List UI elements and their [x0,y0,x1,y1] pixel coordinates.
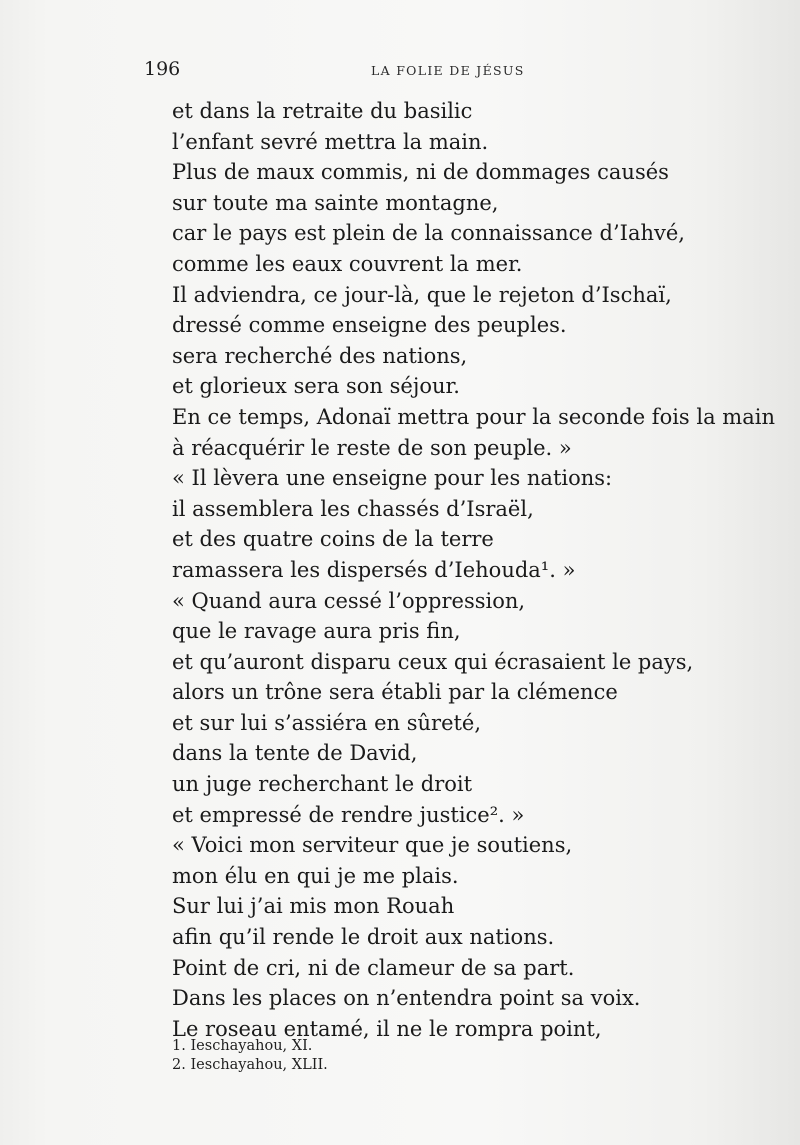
text-line: Point de cri, ni de clameur de sa part. [172,955,575,980]
footnote-2: 2. Ieschayahou, XLII. [172,1057,328,1073]
footnotes [172,1037,328,1075]
text-line: « Voici mon serviteur que je soutiens, [172,833,573,858]
text-line: et sur lui s’assiéra en sûreté, [172,710,482,735]
text-line: et qu’auront disparu ceux qui écrasaient le pays, [172,649,694,674]
running-header: LA FOLIE DE JÉSUS [371,63,525,78]
text-line: et glorieux sera son séjour. [172,374,460,399]
text-line: un juge recherchant le droit [172,772,473,797]
text-line: que le ravage aura pris fin, [172,619,461,644]
text-line: Dans les places on n’entendra point sa voix. [172,986,641,1011]
page-number: 196 [144,58,181,80]
text-line: et des quatre coins de la terre [172,527,494,552]
text-line: « Quand aura cessé l’oppression, [172,588,526,613]
text-line: Plus de maux commis, ni de dommages causés [172,160,669,185]
text-line: l’enfant sevré mettra la main. [172,129,489,154]
text-line: sera recherché des nations, [172,343,468,368]
text-line: En ce temps, Adonaï mettra pour la seconde fois la main [172,404,775,429]
text-line: Il adviendra, ce jour-là, que le rejeton d’Ischaï, [172,282,672,307]
text-line: sur toute ma sainte montagne, [172,190,499,215]
text-line: Sur lui j’ai mis mon Rouah [172,894,455,919]
text-line: et dans la retraite du basilic [172,99,473,123]
text-line: Le roseau entamé, il ne le rompra point, [172,1016,602,1041]
text-line: afin qu’il rende le droit aux nations. [172,925,555,950]
text-line: ramassera les dispersés d’Iehouda¹. » [172,557,576,582]
text-line: « Il lèvera une enseigne pour les nations: [172,466,613,491]
text-line: comme les eaux couvrent la mer. [172,251,523,276]
text-line: et empressé de rendre justice². » [172,802,525,827]
text-line: dans la tente de David, [172,741,418,766]
text-line: alors un trône sera établi par la clémence [172,680,618,705]
text-line: mon élu en qui je me plais. [172,863,459,888]
text-line: car le pays est plein de la connaissance d’Iahvé, [172,221,685,246]
text-line: il assemblera les chassés d’Israël, [172,496,534,521]
verse-text [172,96,775,1044]
text-line: à réacquérir le reste de son peuple. » [172,435,572,460]
footnote-1: 1. Ieschayahou, XI. [172,1038,313,1054]
text-line: dressé comme enseigne des peuples. [172,313,567,338]
